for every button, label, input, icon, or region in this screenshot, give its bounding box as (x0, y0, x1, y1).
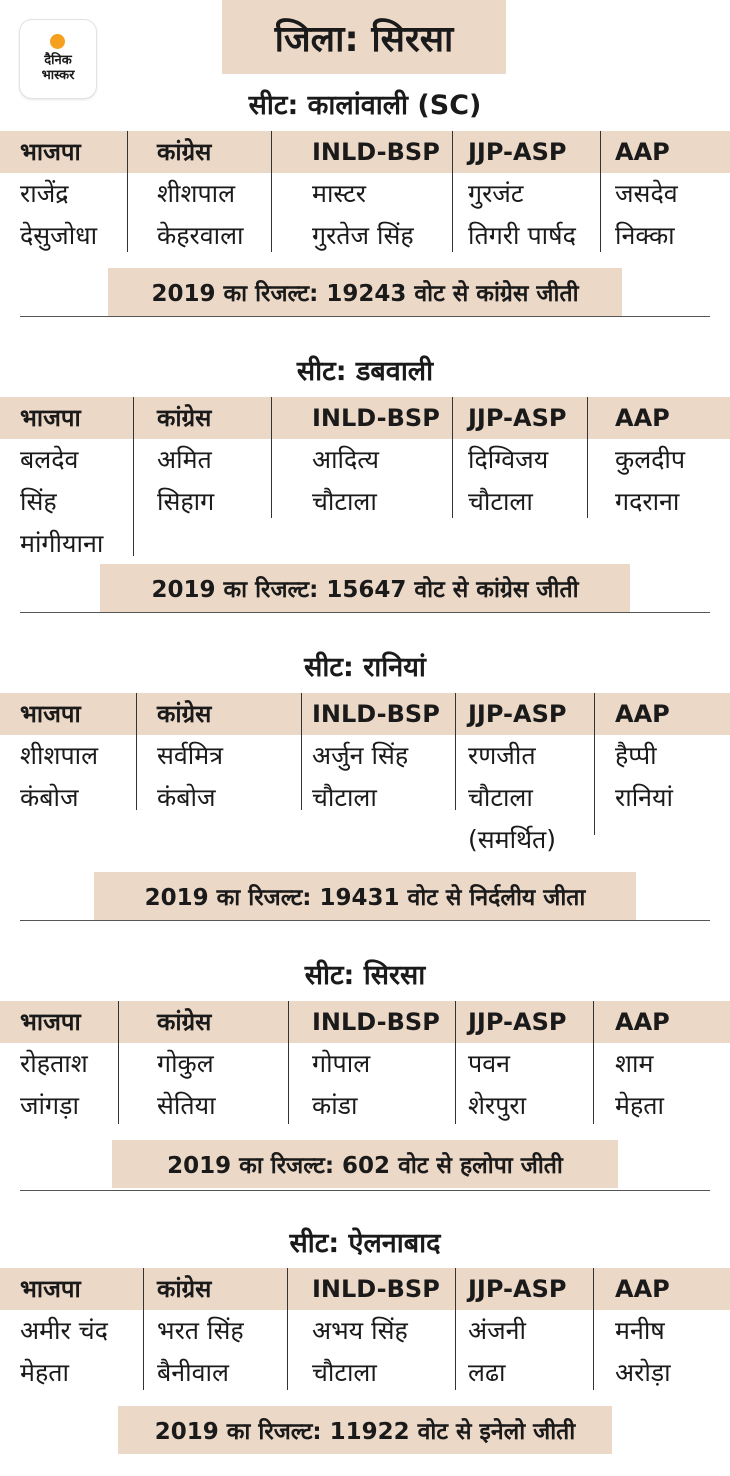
section-divider (20, 316, 710, 317)
party-header-inld-bsp: INLD-BSP (312, 138, 440, 166)
candidate-name-line: अमित (157, 445, 212, 474)
logo-text: दैनिक भास्कर (41, 53, 75, 83)
candidate-name-line: चौटाला (312, 783, 377, 812)
candidate-name-line: देसुजोधा (20, 221, 98, 250)
party-header-bjp: भाजपा (20, 1008, 81, 1036)
candidate-name-line: आदित्य (312, 445, 380, 474)
column-divider (118, 1001, 119, 1124)
candidate-name-line: हैप्पी (615, 741, 657, 770)
party-header-aap: AAP (615, 138, 670, 166)
candidate-name-line: बैनीवाल (157, 1358, 229, 1387)
column-divider (301, 693, 302, 810)
section-divider (20, 920, 710, 921)
result-banner-sirsa: 2019 का रिजल्ट: 602 वोट से हलोपा जीती (112, 1140, 618, 1188)
party-header-congress: कांग्रेस (157, 1275, 212, 1303)
candidate-name-line: शीशपाल (20, 741, 99, 770)
section-divider (20, 1190, 710, 1191)
seat-title-raniyan: सीट: रानियां (304, 652, 426, 683)
party-header-bjp: भाजपा (20, 138, 81, 166)
candidate-name-line: अभय सिंह (312, 1316, 408, 1345)
party-header-inld-bsp: INLD-BSP (312, 404, 440, 432)
party-header-aap: AAP (615, 1008, 670, 1036)
candidate-name-line: चौटाला (312, 1358, 377, 1387)
candidate-name-line: रणजीत (468, 741, 536, 770)
candidate-name-line: भरत सिंह (157, 1316, 244, 1345)
dainik-bhaskar-logo (20, 20, 96, 98)
party-header-bjp: भाजपा (20, 404, 81, 432)
candidate-name-line: मांगीयाना (20, 529, 104, 558)
party-header-aap: AAP (615, 1275, 670, 1303)
column-divider (455, 1268, 456, 1390)
party-header-bjp: भाजपा (20, 700, 81, 728)
candidate-name-line: शीशपाल (157, 179, 236, 208)
party-header-aap: AAP (615, 404, 670, 432)
seat-title-kalanwali: सीट: कालांवाली (SC) (248, 90, 482, 121)
column-divider (455, 693, 456, 810)
party-header-jjp-asp: JJP-ASP (468, 404, 567, 432)
seat-title-dabwali: सीट: डबवाली (296, 356, 434, 387)
candidate-name-line: (समर्थित) (468, 825, 557, 854)
candidate-name-line: लढा (468, 1358, 506, 1387)
result-banner-ellenabad: 2019 का रिजल्ट: 11922 वोट से इनेलो जीती (118, 1406, 612, 1454)
candidate-name-line: कुलदीप (615, 445, 686, 474)
candidate-name-line: मेहता (20, 1358, 69, 1387)
candidate-name-line: चौटाला (468, 487, 533, 516)
candidate-name-line: अर्जुन सिंह (312, 741, 409, 770)
party-header-inld-bsp: INLD-BSP (312, 1275, 440, 1303)
candidate-name-line: अरोड़ा (615, 1358, 671, 1387)
party-header-bjp: भाजपा (20, 1275, 81, 1303)
party-header-jjp-asp: JJP-ASP (468, 1275, 567, 1303)
candidate-name-line: तिगरी पार्षद (468, 221, 576, 250)
candidate-name-line: मेहता (615, 1091, 664, 1120)
candidate-name-line: सिंह (20, 487, 57, 516)
party-header-jjp-asp: JJP-ASP (468, 138, 567, 166)
candidate-name-line: जांगड़ा (20, 1091, 79, 1120)
candidate-name-line: सिहाग (157, 487, 215, 516)
candidate-name-line: सर्वमित्र (157, 741, 224, 770)
column-divider (593, 1268, 594, 1390)
result-banner-dabwali: 2019 का रिजल्ट: 15647 वोट से कांग्रेस जीती (100, 564, 630, 612)
candidate-name-line: रानियां (615, 783, 674, 812)
candidate-name-line: कंबोज (157, 783, 216, 812)
party-header-jjp-asp: JJP-ASP (468, 700, 567, 728)
candidate-name-line: गोकुल (157, 1049, 214, 1078)
candidate-name-line: निक्का (615, 221, 675, 250)
party-header-inld-bsp: INLD-BSP (312, 700, 440, 728)
candidate-name-line: जसदेव (615, 179, 678, 208)
column-divider (455, 1001, 456, 1124)
candidate-name-line: गुरजंट (468, 179, 524, 208)
seat-title-sirsa: सीट: सिरसा (304, 960, 426, 991)
column-divider (271, 131, 272, 252)
result-banner-kalanwali: 2019 का रिजल्ट: 19243 वोट से कांग्रेस जीती (108, 268, 622, 316)
column-divider (594, 693, 595, 835)
candidate-name-line: अंजनी (468, 1316, 527, 1345)
candidate-name-line: बलदेव (20, 445, 79, 474)
candidate-name-line: रोहताश (20, 1049, 88, 1078)
district-title: जिला: सिरसा (222, 0, 506, 74)
column-divider (136, 693, 137, 810)
seat-title-ellenabad: सीट: ऐलनाबाद (289, 1228, 441, 1259)
column-divider (143, 1268, 144, 1390)
candidate-name-line: सेतिया (157, 1091, 216, 1120)
candidate-name-line: चौटाला (468, 783, 533, 812)
candidate-name-line: गदराना (615, 487, 680, 516)
logo-sun-icon (50, 34, 65, 49)
column-divider (593, 1001, 594, 1124)
column-divider (133, 397, 134, 556)
candidate-name-line: शेरपुरा (468, 1091, 527, 1120)
candidate-name-line: राजेंद्र (20, 179, 69, 208)
party-header-congress: कांग्रेस (157, 700, 212, 728)
column-divider (600, 131, 601, 252)
candidate-name-line: केहरवाला (157, 221, 244, 250)
candidate-name-line: कांडा (312, 1091, 358, 1120)
column-divider (587, 397, 588, 518)
column-divider (452, 131, 453, 252)
party-header-jjp-asp: JJP-ASP (468, 1008, 567, 1036)
candidate-name-line: गोपाल (312, 1049, 371, 1078)
column-divider (127, 131, 128, 252)
party-header-inld-bsp: INLD-BSP (312, 1008, 440, 1036)
party-header-congress: कांग्रेस (157, 1008, 212, 1036)
result-banner-raniyan: 2019 का रिजल्ट: 19431 वोट से निर्दलीय जीता (94, 872, 636, 920)
candidate-name-line: कंबोज (20, 783, 79, 812)
candidate-name-line: मनीष (615, 1316, 665, 1345)
column-divider (452, 397, 453, 518)
candidate-name-line: गुरतेज सिंह (312, 221, 414, 250)
candidate-name-line: मास्टर (312, 179, 366, 208)
column-divider (288, 1001, 289, 1124)
candidate-name-line: अमीर चंद (20, 1316, 108, 1345)
section-divider (20, 612, 710, 613)
candidate-name-line: शाम (615, 1049, 654, 1078)
candidate-name-line: चौटाला (312, 487, 377, 516)
column-divider (271, 397, 272, 518)
party-header-congress: कांग्रेस (157, 138, 212, 166)
party-header-aap: AAP (615, 700, 670, 728)
column-divider (287, 1268, 288, 1390)
candidate-name-line: पवन (468, 1049, 510, 1078)
candidate-name-line: दिग्विजय (468, 445, 549, 474)
party-header-congress: कांग्रेस (157, 404, 212, 432)
